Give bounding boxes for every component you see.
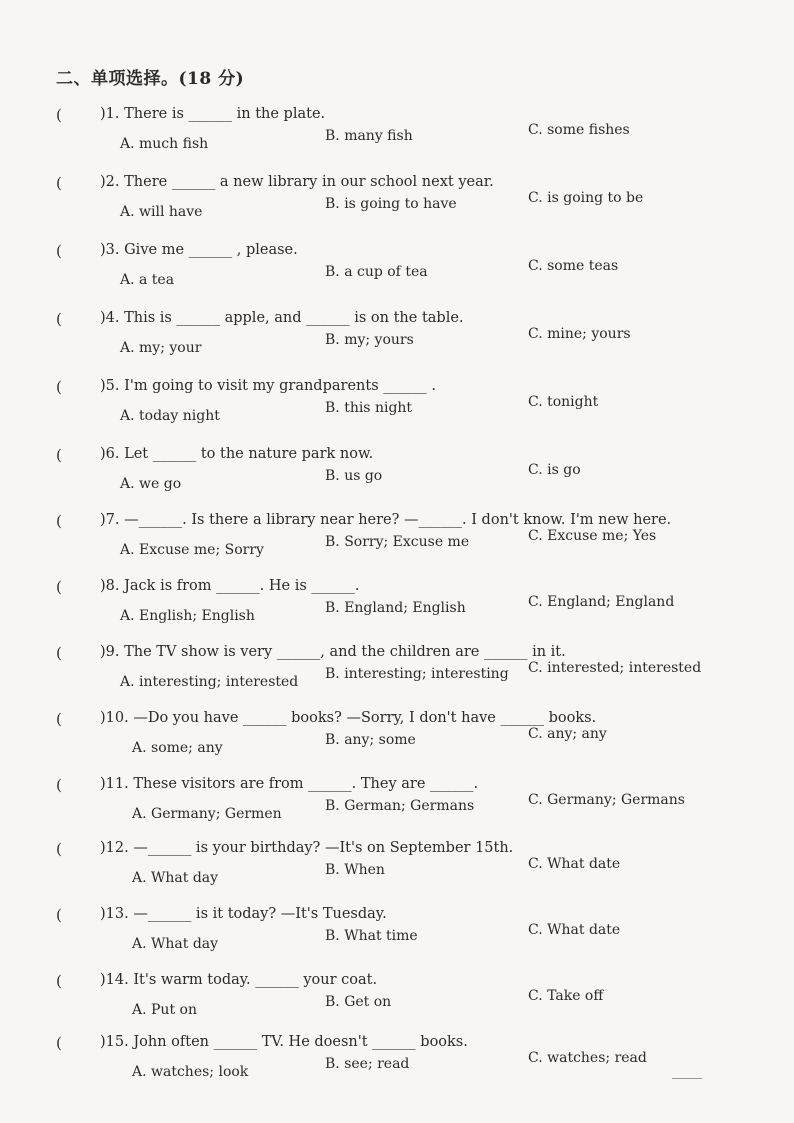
answer-paren: (	[56, 840, 62, 858]
option-a: A. a tea	[120, 272, 175, 288]
answer-paren: (	[56, 512, 62, 530]
option-a: A. will have	[120, 204, 203, 220]
option-c: C. England; England	[528, 594, 675, 610]
answer-paren: (	[56, 776, 62, 794]
question-9	[0, 644, 794, 704]
question-stem: )7. —______. Is there a library near here? —______. I don't know. I'm new here.	[100, 512, 672, 528]
question-stem: )5. I'm going to visit my grandparents ______ .	[100, 378, 436, 394]
option-c: C. some fishes	[528, 122, 630, 138]
option-b: B. German; Germans	[325, 798, 475, 814]
question-2	[0, 174, 794, 234]
option-a: A. What day	[132, 870, 219, 886]
answer-paren: (	[56, 106, 62, 124]
question-stem: )14. It's warm today. ______ your coat.	[100, 972, 378, 988]
answer-paren: (	[56, 578, 62, 596]
option-a: A. Excuse me; Sorry	[120, 542, 264, 558]
question-stem: )3. Give me ______ , please.	[100, 242, 298, 258]
option-c: C. What date	[528, 922, 621, 938]
section-title: 二、单项选择。(18 分)	[56, 69, 245, 89]
answer-paren: (	[56, 174, 62, 192]
question-stem: )13. —______ is it today? —It's Tuesday.	[100, 906, 387, 922]
option-b: B. a cup of tea	[325, 264, 428, 280]
option-b: B. this night	[325, 400, 413, 416]
answer-paren: (	[56, 378, 62, 396]
answer-paren: (	[56, 446, 62, 464]
option-b: B. Sorry; Excuse me	[325, 534, 470, 550]
question-stem: )12. —______ is your birthday? —It's on September 15th.	[100, 840, 514, 856]
question-stem: )9. The TV show is very ______, and the children are ______ in it.	[100, 644, 566, 660]
question-10	[0, 710, 794, 770]
answer-paren: (	[56, 644, 62, 662]
answer-paren: (	[56, 710, 62, 728]
option-b: B. interesting; interesting	[325, 666, 509, 682]
option-a: A. we go	[120, 476, 182, 492]
question-14	[0, 972, 794, 1032]
option-b: B. many fish	[325, 128, 413, 144]
answer-paren: (	[56, 310, 62, 328]
option-a: A. Germany; Germen	[132, 806, 282, 822]
option-b: B. my; yours	[325, 332, 414, 348]
option-a: A. interesting; interested	[120, 674, 299, 690]
option-c: C. is go	[528, 462, 581, 478]
option-b: B. see; read	[325, 1056, 410, 1072]
option-b: B. When	[325, 862, 385, 878]
option-a: A. some; any	[132, 740, 223, 756]
question-15	[0, 1034, 794, 1094]
option-a: A. much fish	[120, 136, 209, 152]
question-stem: )8. Jack is from ______. He is ______.	[100, 578, 360, 594]
question-stem: )15. John often ______ TV. He doesn't ______ books.	[100, 1034, 468, 1050]
answer-paren: (	[56, 242, 62, 260]
option-b: B. is going to have	[325, 196, 457, 212]
option-c: C. tonight	[528, 394, 599, 410]
question-4	[0, 310, 794, 370]
question-7	[0, 512, 794, 572]
option-c: C. watches; read	[528, 1050, 647, 1066]
option-b: B. What time	[325, 928, 418, 944]
question-3	[0, 242, 794, 302]
answer-paren: (	[56, 906, 62, 924]
option-a: A. English; English	[120, 608, 255, 624]
option-a: A. Put on	[132, 1002, 197, 1018]
question-12	[0, 840, 794, 900]
question-1	[0, 106, 794, 166]
option-c: C. What date	[528, 856, 621, 872]
option-b: B. us go	[325, 468, 383, 484]
question-5	[0, 378, 794, 438]
answer-paren: (	[56, 972, 62, 990]
question-stem: )1. There is ______ in the plate.	[100, 106, 326, 122]
option-c: C. mine; yours	[528, 326, 631, 342]
option-c: C. Germany; Germans	[528, 792, 685, 808]
option-c: C. interested; interested	[528, 660, 702, 676]
question-8	[0, 578, 794, 638]
question-stem: )10. —Do you have ______ books? —Sorry, I don't have ______ books.	[100, 710, 597, 726]
option-b: B. any; some	[325, 732, 416, 748]
option-c: C. some teas	[528, 258, 619, 274]
question-stem: )11. These visitors are from ______. They are ______.	[100, 776, 479, 792]
option-c: C. Excuse me; Yes	[528, 528, 657, 544]
option-c: C. Take off	[528, 988, 604, 1004]
question-stem: )2. There ______ a new library in our school next year.	[100, 174, 494, 190]
question-6	[0, 446, 794, 506]
question-stem: )6. Let ______ to the nature park now.	[100, 446, 374, 462]
option-b: B. England; English	[325, 600, 466, 616]
option-c: C. is going to be	[528, 190, 644, 206]
option-c: C. any; any	[528, 726, 607, 742]
option-a: A. my; your	[120, 340, 202, 356]
option-a: A. today night	[120, 408, 220, 424]
option-b: B. Get on	[325, 994, 392, 1010]
option-a: A. watches; look	[132, 1064, 249, 1080]
option-a: A. What day	[132, 936, 219, 952]
answer-paren: (	[56, 1034, 62, 1052]
question-11	[0, 776, 794, 836]
question-13	[0, 906, 794, 966]
question-stem: )4. This is ______ apple, and ______ is on the table.	[100, 310, 464, 326]
corner-underline	[672, 1078, 702, 1079]
